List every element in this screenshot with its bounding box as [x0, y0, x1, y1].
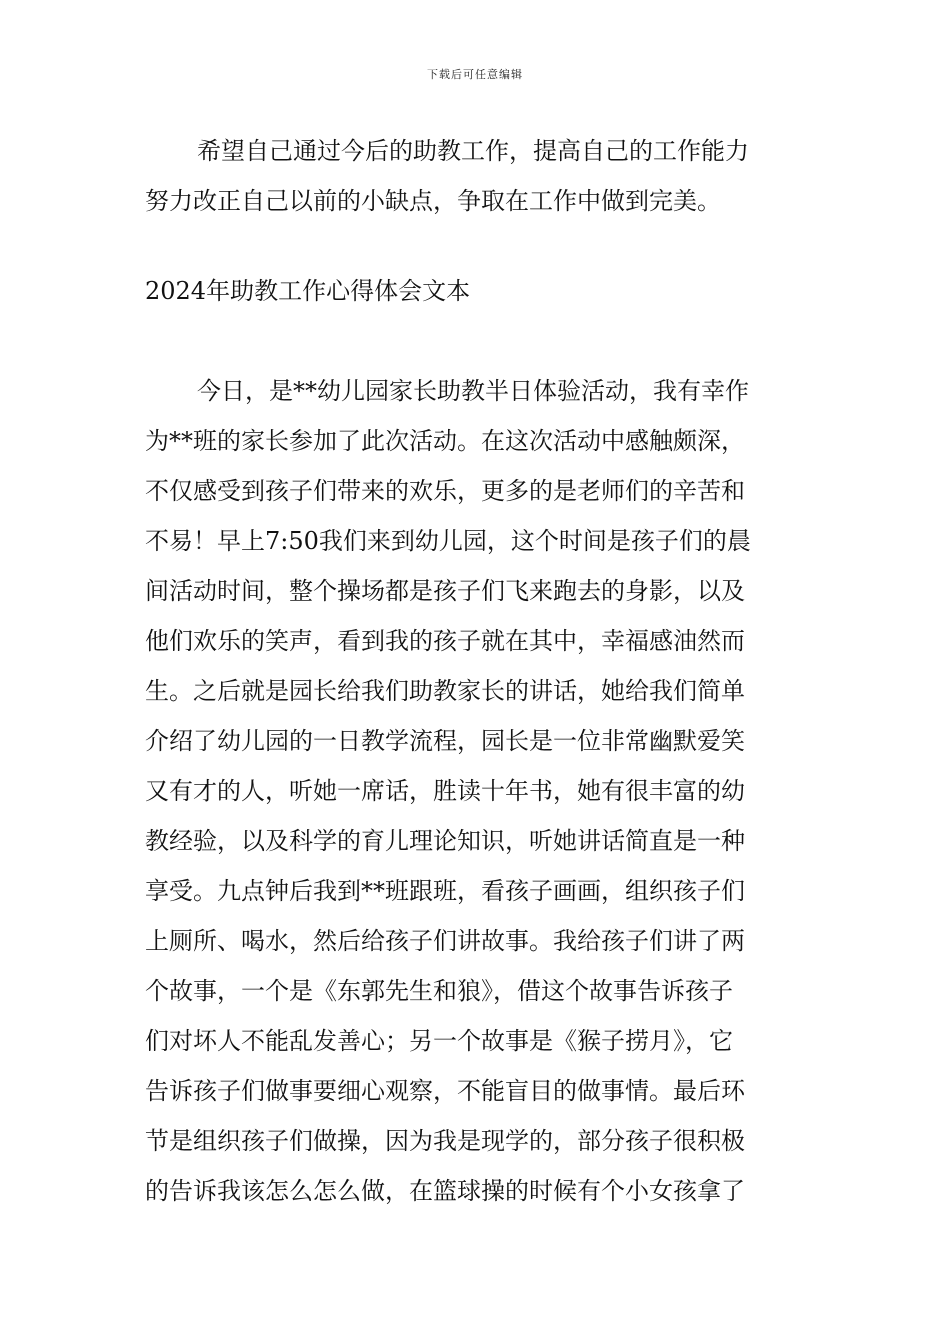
paragraph-2-line: 享受。九点钟后我到**班跟班，看孩子画画，组织孩子们 — [145, 877, 745, 905]
paragraph-2-line: 生。之后就是园长给我们助教家长的讲话，她给我们简单 — [145, 677, 745, 705]
spacer — [145, 226, 809, 266]
paragraph-2-line: 教经验，以及科学的育儿理论知识，听她讲话简直是一种 — [145, 827, 745, 855]
paragraph-2-line: 个故事，一个是《东郭先生和狼》，借这个故事告诉孩子 — [145, 977, 733, 1005]
paragraph-2-line: 们对坏人不能乱发善心；另一个故事是《猴子捞月》，它 — [145, 1027, 733, 1055]
paragraph-2-line: 不易！早上7:50我们来到幼儿园，这个时间是孩子们的晨 — [145, 527, 751, 555]
section-title: 2024年助教工作心得体会文本 — [145, 277, 471, 305]
paragraph-2-line: 又有才的人，听她一席话，胜读十年书，她有很丰富的幼 — [145, 777, 745, 805]
paragraph-1 — [145, 126, 809, 226]
paragraph-2-line: 的告诉我该怎么怎么做，在篮球操的时候有个小女孩拿了 — [145, 1177, 745, 1205]
spacer — [145, 316, 809, 366]
header-note: 下载后可任意编辑 — [427, 68, 523, 81]
paragraph-2-line: 上厕所、喝水，然后给孩子们讲故事。我给孩子们讲了两 — [145, 927, 745, 955]
paragraph-2-line: 不仅感受到孩子们带来的欢乐，更多的是老师们的辛苦和 — [145, 477, 745, 505]
paragraph-2-line: 为**班的家长参加了此次活动。在这次活动中感触颇深， — [145, 427, 745, 455]
paragraph-2-line: 告诉孩子们做事要细心观察，不能盲目的做事情。最后环 — [145, 1077, 745, 1105]
paragraph-2-line: 间活动时间，整个操场都是孩子们飞来跑去的身影，以及 — [145, 577, 745, 605]
paragraph-2-line: 他们欢乐的笑声，看到我的孩子就在其中，幸福感油然而 — [145, 627, 745, 655]
paragraph-2-line: 介绍了幼儿园的一日教学流程，园长是一位非常幽默爱笑 — [145, 727, 745, 755]
paragraph-2 — [145, 366, 809, 1216]
document-body — [145, 126, 809, 1216]
paragraph-2-line: 节是组织孩子们做操，因为我是现学的，部分孩子很积极 — [145, 1127, 745, 1155]
paragraph-2-line: 今日，是**幼儿园家长助教半日体验活动，我有幸作 — [197, 377, 749, 405]
paragraph-1-line: 希望自己通过今后的助教工作，提高自己的工作能力 — [197, 137, 749, 165]
paragraph-1-line: 努力改正自己以前的小缺点，争取在工作中做到完美。 — [145, 187, 721, 215]
